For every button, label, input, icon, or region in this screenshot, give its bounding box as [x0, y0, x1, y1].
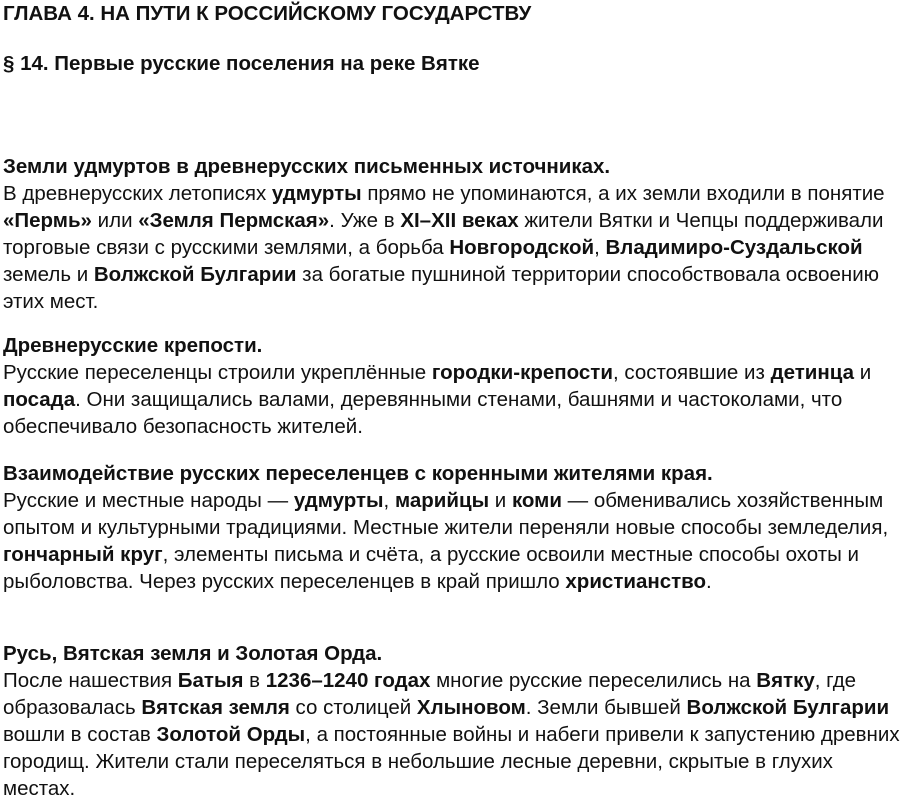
section-golden-horde — [3, 640, 908, 802]
text-run: Русские переселенцы строили укреплённые — [3, 361, 432, 384]
section-heading: Русь, Вятская земля и Золотая Орда. — [3, 642, 383, 665]
text-run: . Они защищались валами, деревянными стенами, башнями и частоколами, что обеспечивало безопасность жителей. — [3, 388, 843, 438]
text-run: вошли в состав — [3, 723, 157, 746]
key-term: посада — [3, 388, 76, 411]
text-run: После нашествия — [3, 669, 178, 692]
text-run: , где образовалась — [3, 669, 857, 719]
section-heading: Взаимодействие русских переселенцев с коренными жителями края. — [3, 462, 713, 485]
text-run: Русские и местные народы — — [3, 489, 294, 512]
text-run: жители Вятки и Чепцы поддерживали торговые связи с русскими землями, а борьба — [3, 209, 884, 259]
key-term: коми — [511, 489, 562, 512]
section-heading: Земли удмуртов в древнерусских письменных источниках. — [3, 155, 611, 178]
key-term: Волжской Булгарии — [93, 263, 297, 286]
key-term: христианство — [565, 570, 707, 593]
key-term: Новгородской — [449, 236, 595, 259]
section-udmurt-lands — [3, 153, 908, 315]
text-run: , состоявшие из — [612, 361, 771, 384]
key-term: марийцы — [394, 489, 490, 512]
text-run: многие русские переселились на — [430, 669, 757, 692]
text-run: . Уже в — [329, 209, 401, 232]
text-run: , элементы письма и счёта, а русские освоили местные способы охоты и рыболовства. Через русских переселенцев в край пришло — [3, 543, 859, 593]
key-term: детинца — [770, 361, 854, 384]
text-run: прямо не упоминаются, а их земли входили в понятие — [361, 182, 885, 205]
text-run: , а постоянные войны и набеги привели к запустению древних городищ. Жители стали переселяться в небольшие лесные деревни, скрытые в глухих местах. — [3, 723, 900, 800]
key-term: 1236–1240 годах — [265, 669, 431, 692]
text-run: , — [594, 236, 606, 259]
text-run: В древнерусских летописях — [3, 182, 272, 205]
text-run: и — [854, 361, 872, 384]
section-interaction — [3, 460, 908, 595]
section-body — [3, 180, 908, 315]
key-term: «Земля Пермская» — [138, 209, 330, 232]
key-term: XI–XII веках — [400, 209, 519, 232]
section-fortresses — [3, 332, 908, 440]
key-term: Золотой Орды — [156, 723, 306, 746]
key-term: удмурты — [293, 489, 384, 512]
text-run: земель и — [3, 263, 94, 286]
text-run: и — [489, 489, 512, 512]
text-run: , — [383, 489, 395, 512]
key-term: «Пермь» — [3, 209, 92, 232]
key-term: Хлыновом — [416, 696, 526, 719]
text-run: . — [706, 570, 712, 593]
paragraph-title: § 14. Первые русские поселения на реке Вятке — [3, 52, 480, 75]
section-body — [3, 667, 908, 802]
key-term: гончарный круг — [3, 543, 163, 566]
text-run: за богатые пушниной территории способствовала освоению этих мест. — [3, 263, 880, 313]
key-term: городки-крепости — [431, 361, 613, 384]
section-body — [3, 487, 908, 595]
section-body — [3, 359, 908, 440]
chapter-title: ГЛАВА 4. НА ПУТИ К РОССИЙСКОМУ ГОСУДАРСТВУ — [3, 2, 532, 25]
text-run: — обменивались хозяйственным опытом и культурными традициями. Местные жители переняли новые способы земледелия, — [3, 489, 889, 539]
key-term: Батыя — [177, 669, 244, 692]
section-heading: Древнерусские крепости. — [3, 334, 263, 357]
key-term: удмурты — [271, 182, 362, 205]
text-run: со столицей — [289, 696, 417, 719]
text-run: или — [91, 209, 139, 232]
key-term: Вятская земля — [141, 696, 290, 719]
key-term: Волжской Булгарии — [686, 696, 890, 719]
text-run: в — [243, 669, 266, 692]
key-term: Владимиро-Суздальской — [605, 236, 863, 259]
text-run: . Земли бывшей — [525, 696, 687, 719]
key-term: Вятку — [756, 669, 815, 692]
